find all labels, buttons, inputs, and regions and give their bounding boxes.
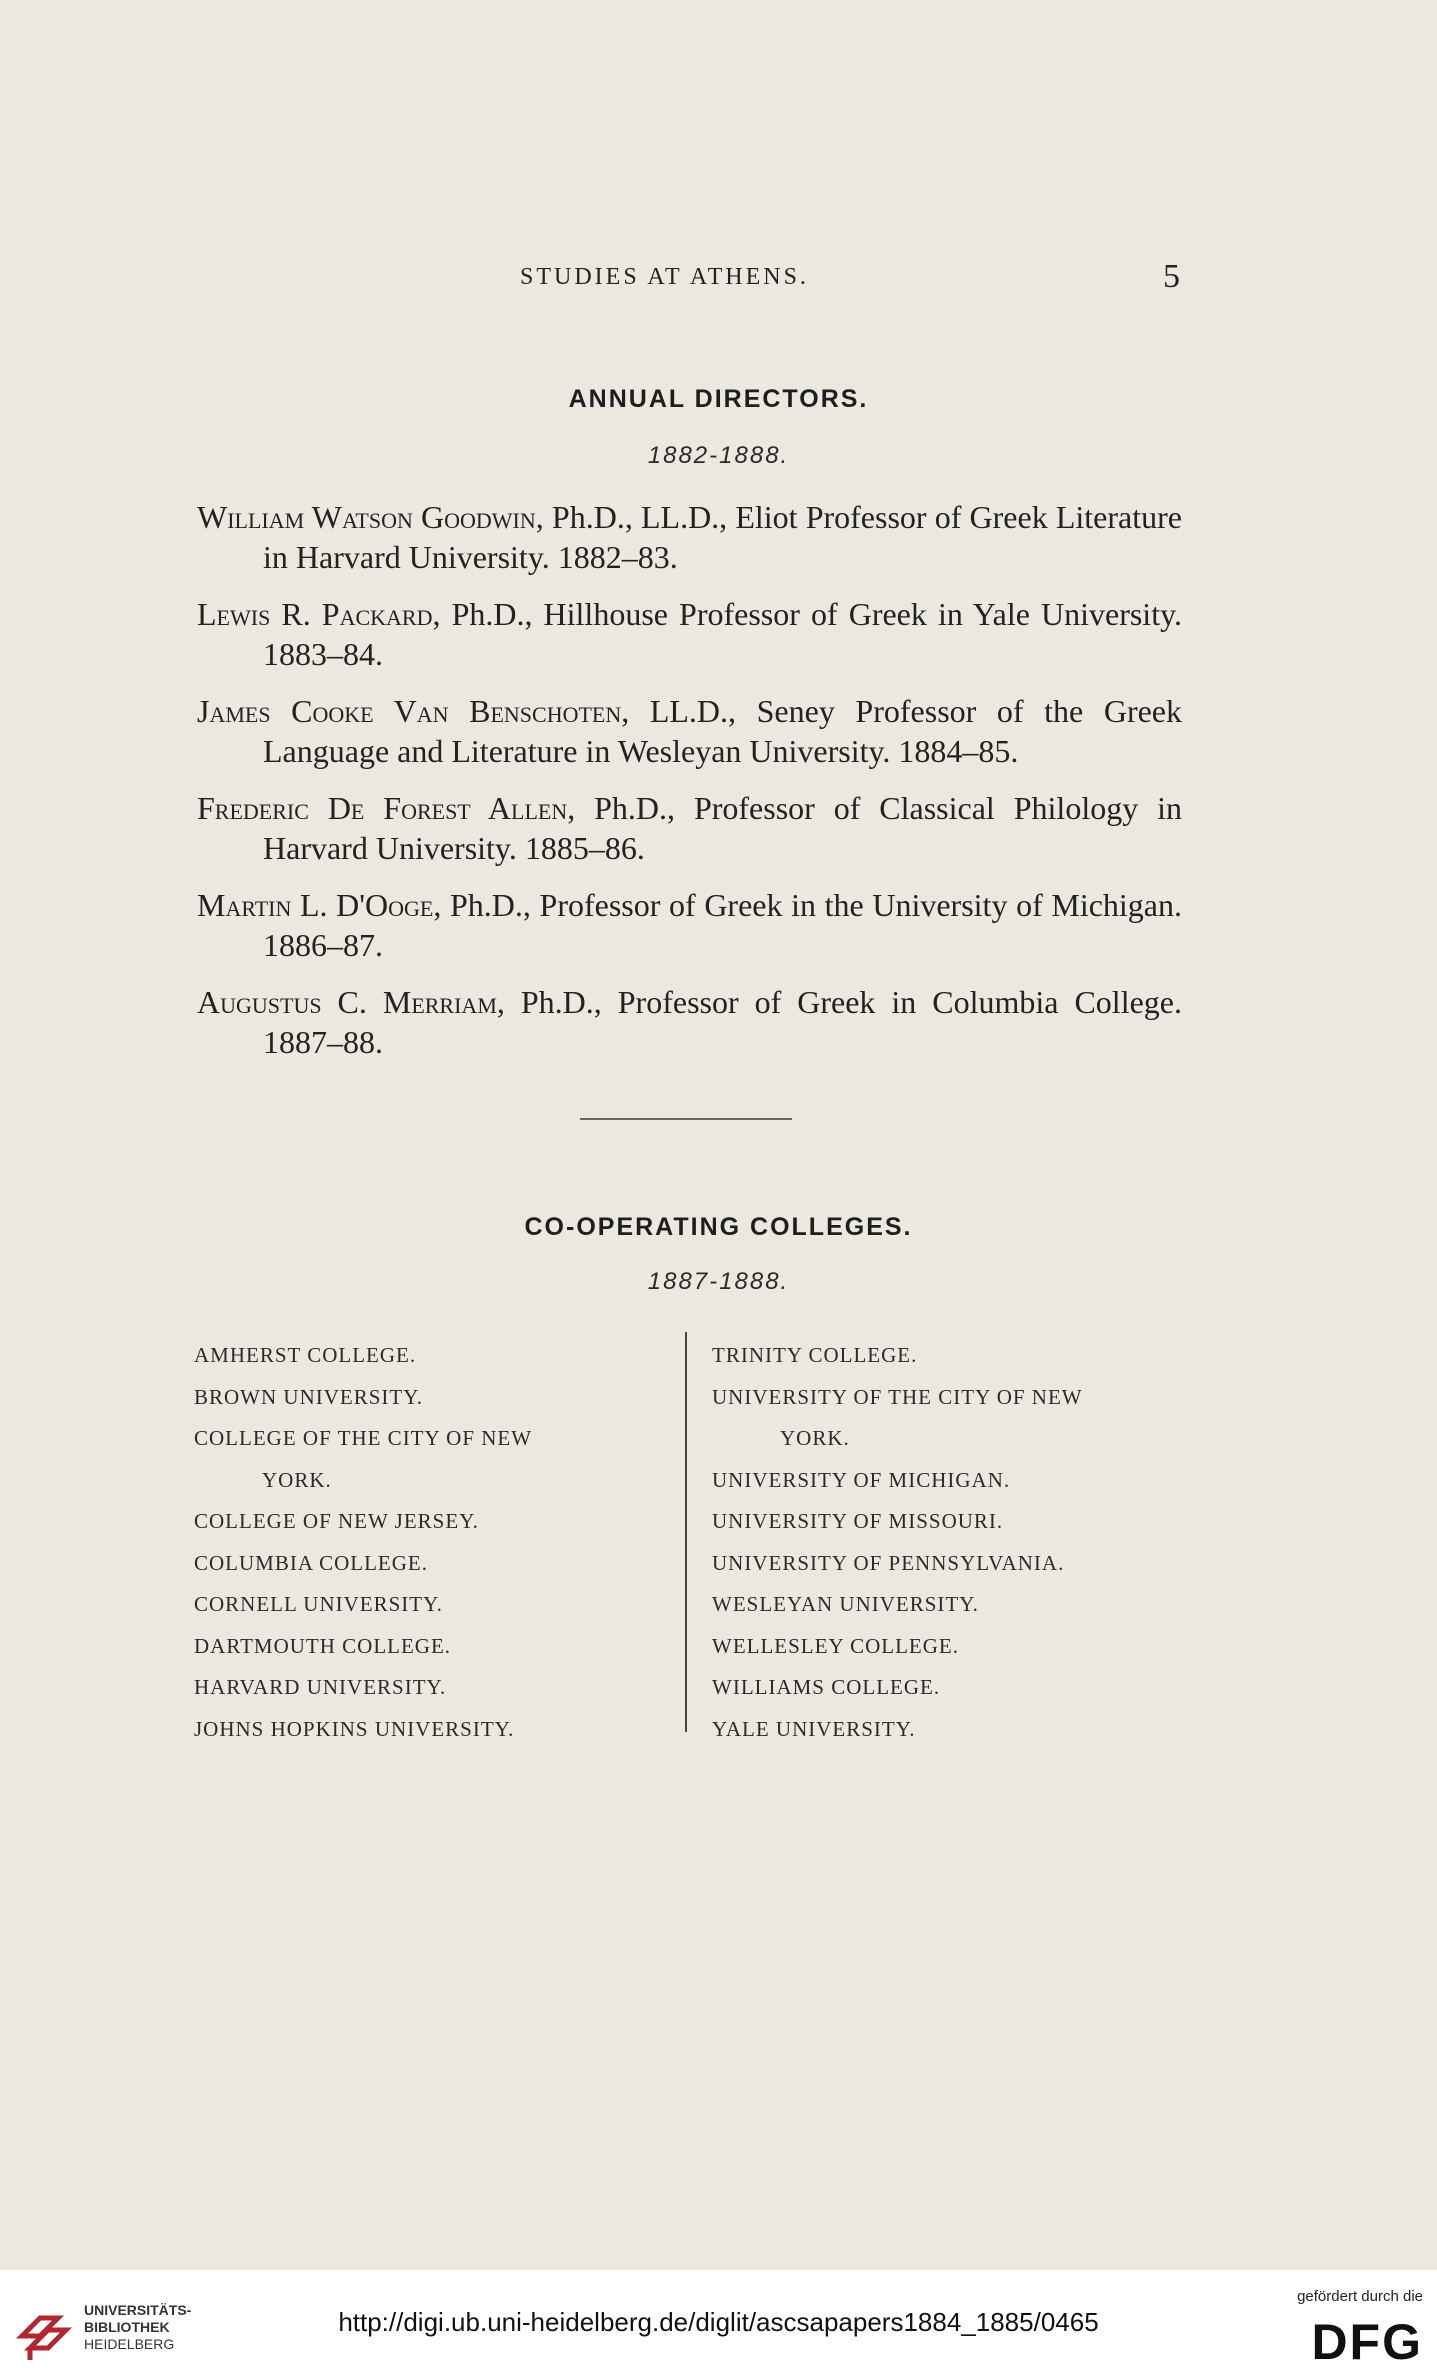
- college-item-continued: YORK.: [780, 1426, 850, 1450]
- directors-years: 1882-1888.: [647, 442, 790, 469]
- library-name-line: HEIDELBERG: [84, 2336, 175, 2352]
- permalink-url[interactable]: http://digi.ub.uni-heidelberg.de/diglit/ascsapapers1884_1885/0465: [338, 2307, 1099, 2337]
- college-item: COLUMBIA COLLEGE.: [194, 1550, 428, 1575]
- director-entry: [197, 497, 1182, 577]
- director-entry: [197, 885, 1182, 965]
- colleges-right-column: [712, 1335, 1192, 1750]
- college-item: CORNELL UNIVERSITY.: [194, 1592, 443, 1616]
- viewer-footer: [0, 2270, 1437, 2379]
- director-details: Ph.D., Hillhouse Professor of Greek in Yale University. 1883–84.: [263, 596, 1183, 672]
- colleges-title: CO-OPERATING COLLEGES.: [524, 1213, 913, 1241]
- college-item: UNIVERSITY OF MICHIGAN.: [712, 1467, 1011, 1492]
- director-entry: [197, 594, 1182, 674]
- college-item: WILLIAMS COLLEGE.: [712, 1675, 941, 1699]
- colleges-years: 1887-1888.: [647, 1268, 790, 1295]
- library-name-line: BIBLIOTHEK: [84, 2319, 170, 2335]
- director-name: Lewis R. Packard,: [197, 596, 441, 632]
- director-details: Ph.D., Professor of Greek in the University of Michigan. 1886–87.: [263, 887, 1183, 963]
- library-name-line: UNIVERSITÄTS-: [84, 2302, 192, 2318]
- college-item: TRINITY COLLEGE.: [712, 1343, 918, 1367]
- college-item: HARVARD UNIVERSITY.: [194, 1675, 447, 1699]
- director-details: Ph.D., LL.D., Eliot Professor of Greek Literature in Harvard University. 1882–83.: [263, 499, 1182, 575]
- college-item: DARTMOUTH COLLEGE.: [194, 1633, 452, 1658]
- dfg-logo: DFG: [1311, 2314, 1423, 2370]
- college-item: WELLESLEY COLLEGE.: [712, 1633, 960, 1658]
- college-item: WESLEYAN UNIVERSITY.: [712, 1592, 979, 1616]
- running-title: STUDIES AT ATHENS.: [520, 264, 809, 290]
- director-details: Ph.D., Professor of Greek in Columbia College. 1887–88.: [263, 984, 1182, 1060]
- section-divider: [580, 1118, 792, 1120]
- college-item: BROWN UNIVERSITY.: [194, 1384, 423, 1409]
- directors-title: ANNUAL DIRECTORS.: [568, 385, 869, 413]
- director-name: Augustus C. Merriam,: [197, 984, 505, 1020]
- college-item: UNIVERSITY OF PENNSYLVANIA.: [712, 1550, 1065, 1575]
- director-entry: [197, 691, 1182, 771]
- college-item: UNIVERSITY OF MISSOURI.: [712, 1509, 1004, 1533]
- director-name: Martin L. D'Ooge,: [197, 887, 442, 923]
- column-divider: [685, 1332, 687, 1732]
- director-name: James Cooke Van Benschoten,: [197, 693, 630, 729]
- college-item: COLLEGE OF NEW JERSEY.: [194, 1509, 479, 1533]
- director-name: William Watson Goodwin,: [197, 499, 544, 535]
- colleges-left-column: [194, 1335, 664, 1750]
- director-entry: [197, 982, 1182, 1062]
- director-details: Ph.D., Professor of Classical Philology in Harvard University. 1885–86.: [263, 790, 1183, 866]
- college-item-continued: YORK.: [262, 1467, 332, 1492]
- directors-list: [197, 497, 1182, 1079]
- college-item: YALE UNIVERSITY.: [712, 1716, 916, 1741]
- college-item: COLLEGE OF THE CITY OF NEW: [194, 1426, 533, 1450]
- page-number: 5: [1163, 258, 1180, 295]
- director-details: LL.D., Seney Professor of the Greek Language and Literature in Wesleyan University. 1884–85.: [263, 693, 1182, 769]
- director-name: Frederic De Forest Allen,: [197, 790, 576, 826]
- college-item: JOHNS HOPKINS UNIVERSITY.: [194, 1716, 515, 1741]
- college-item: AMHERST COLLEGE.: [194, 1343, 417, 1367]
- college-item: UNIVERSITY OF THE CITY OF NEW: [712, 1384, 1083, 1409]
- funded-by-label: gefördert durch die: [1297, 2288, 1423, 2305]
- director-entry: [197, 788, 1182, 868]
